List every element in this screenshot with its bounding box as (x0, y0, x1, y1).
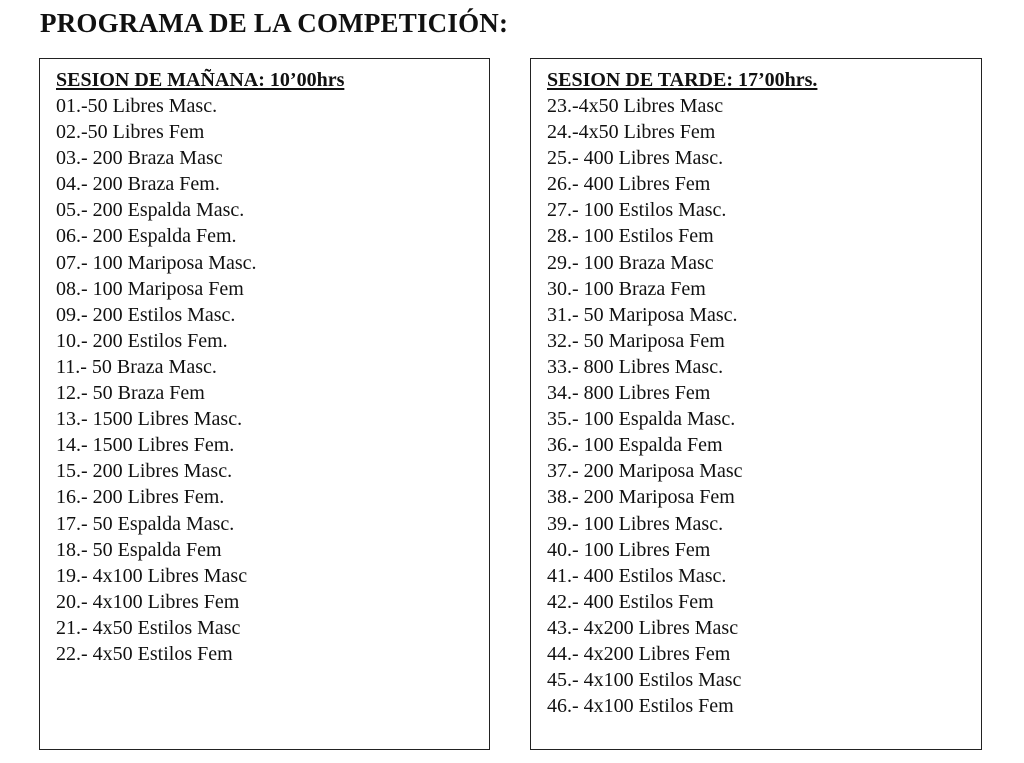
event-item: 46.- 4x100 Estilos Fem (547, 695, 734, 718)
event-item: 05.- 200 Espalda Masc. (56, 199, 245, 222)
event-item: 42.- 400 Estilos Fem (547, 590, 714, 613)
event-item: 26.- 400 Libres Fem (547, 173, 711, 196)
event-item: 27.- 100 Estilos Masc. (547, 199, 727, 222)
event-item: 15.- 200 Libres Masc. (56, 460, 233, 483)
event-item: 06.- 200 Espalda Fem. (56, 225, 237, 248)
event-item: 35.- 100 Espalda Masc. (547, 408, 736, 431)
event-item: 36.- 100 Espalda Fem (547, 434, 723, 457)
event-item: 02.-50 Libres Fem (56, 121, 205, 144)
event-item: 29.- 100 Braza Masc (547, 251, 714, 274)
event-item: 25.- 400 Libres Masc. (547, 147, 724, 170)
afternoon-session-box (530, 58, 982, 750)
event-item: 23.-4x50 Libres Masc (547, 95, 724, 117)
page-title: PROGRAMA DE LA COMPETICIÓN: (40, 8, 509, 38)
event-item: 43.- 4x200 Libres Masc (547, 616, 739, 639)
event-item: 30.- 100 Braza Fem (547, 277, 706, 300)
event-item: 03.- 200 Braza Masc (56, 147, 223, 170)
event-item: 08.- 100 Mariposa Fem (56, 277, 244, 300)
event-item: 39.- 100 Libres Masc. (547, 512, 724, 535)
event-item: 33.- 800 Libres Masc. (547, 355, 724, 378)
event-item: 10.- 200 Estilos Fem. (56, 329, 228, 352)
morning-event-list (56, 93, 481, 667)
event-item: 40.- 100 Libres Fem (547, 538, 711, 561)
event-item: 16.- 200 Libres Fem. (56, 486, 225, 509)
event-item: 38.- 200 Mariposa Fem (547, 486, 735, 509)
event-item: 37.- 200 Mariposa Masc (547, 460, 743, 483)
event-item: 12.- 50 Braza Fem (56, 382, 205, 405)
event-item: 28.- 100 Estilos Fem (547, 225, 714, 248)
event-item: 11.- 50 Braza Masc. (56, 355, 217, 378)
event-item: 31.- 50 Mariposa Masc. (547, 303, 738, 326)
event-item: 20.- 4x100 Libres Fem (56, 590, 240, 613)
event-item: 24.-4x50 Libres Fem (547, 121, 716, 144)
afternoon-event-list (547, 93, 973, 719)
event-item: 13.- 1500 Libres Masc. (56, 408, 243, 431)
afternoon-session-heading: SESION DE TARDE: 17’00hrs. (547, 69, 818, 91)
event-item: 09.- 200 Estilos Masc. (56, 303, 236, 326)
event-item: 01.-50 Libres Masc. (56, 95, 218, 117)
event-item: 22.- 4x50 Estilos Fem (56, 642, 233, 665)
event-item: 17.- 50 Espalda Masc. (56, 512, 235, 535)
event-item: 04.- 200 Braza Fem. (56, 173, 220, 196)
event-item: 41.- 400 Estilos Masc. (547, 564, 727, 587)
event-item: 34.- 800 Libres Fem (547, 382, 711, 405)
morning-session-box (39, 58, 490, 750)
event-item: 19.- 4x100 Libres Masc (56, 564, 248, 587)
event-item: 07.- 100 Mariposa Masc. (56, 251, 257, 274)
morning-session-heading: SESION DE MAÑANA: 10’00hrs (56, 69, 345, 91)
event-item: 14.- 1500 Libres Fem. (56, 434, 235, 457)
event-item: 44.- 4x200 Libres Fem (547, 642, 731, 665)
event-item: 32.- 50 Mariposa Fem (547, 329, 725, 352)
event-item: 18.- 50 Espalda Fem (56, 538, 222, 561)
event-item: 21.- 4x50 Estilos Masc (56, 616, 241, 639)
event-item: 45.- 4x100 Estilos Masc (547, 669, 742, 692)
